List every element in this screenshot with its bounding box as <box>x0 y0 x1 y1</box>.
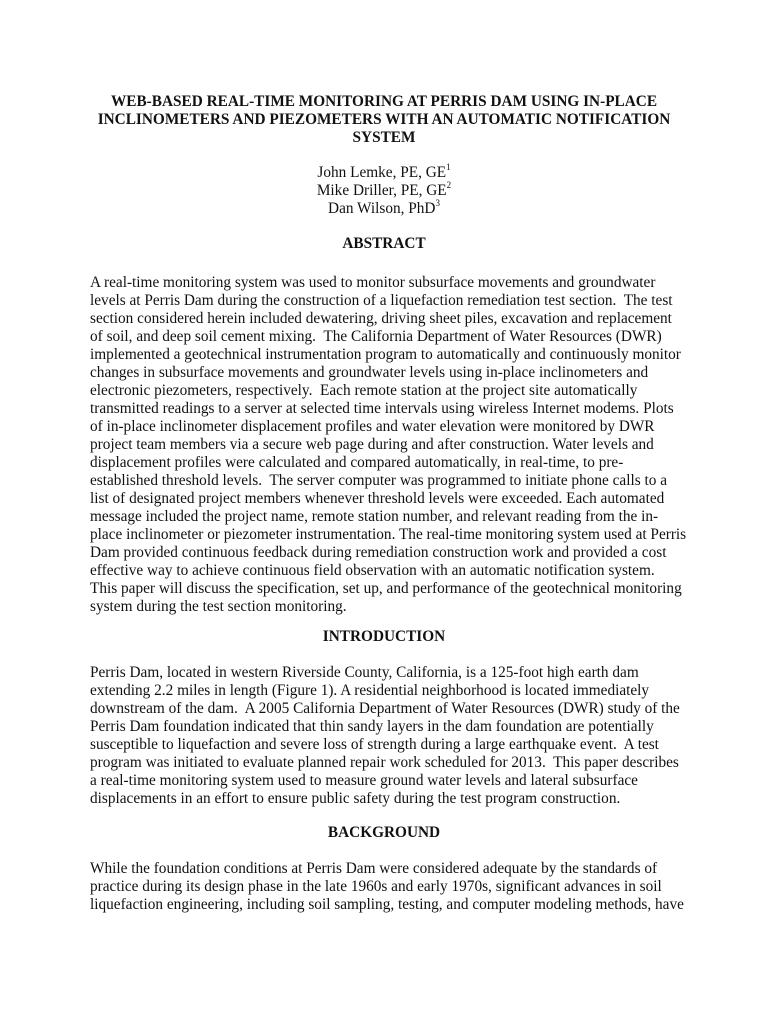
text-line: levels at Perris Dam during the construction of a liquefaction remediation test section. The test <box>90 292 673 309</box>
author-name: Dan Wilson, PhD <box>328 200 436 217</box>
text-line: changes in subsurface movements and groundwater levels using in-place inclinometers and <box>90 364 649 381</box>
section-heading-abstract: ABSTRACT <box>342 235 426 252</box>
text-line: susceptible to liquefaction and severe loss of strength during a large earthquake event. A test <box>90 736 659 753</box>
title-line: SYSTEM <box>352 129 416 146</box>
affiliation-mark: 1 <box>446 161 451 172</box>
author-name: John Lemke, PE, GE <box>317 164 447 181</box>
text-line: downstream of the dam. A 2005 California Department of Water Resources (DWR) study of the <box>90 700 680 717</box>
text-line: While the foundation conditions at Perris Dam were considered adequate by the standards of <box>90 860 658 877</box>
background-paragraph <box>90 860 690 914</box>
text-line: program was initiated to evaluate planned repair work scheduled for 2013. This paper describes <box>90 754 679 771</box>
text-line: displacements in an effort to ensure public safety during the test program construction. <box>90 790 621 807</box>
text-line: message included the project name, remote station number, and relevant reading from the in- <box>90 508 659 525</box>
title-line: WEB-BASED REAL-TIME MONITORING AT PERRIS DAM USING IN-PLACE <box>110 93 658 110</box>
text-line: A real-time monitoring system was used to monitor subsurface movements and groundwater <box>90 274 656 291</box>
author-entry <box>90 161 678 182</box>
text-line: established threshold levels. The server computer was programmed to initiate phone calls to a <box>90 472 668 489</box>
text-line: electronic piezometers, respectively. Each remote station at the project site automatically <box>90 382 638 399</box>
text-line: extending 2.2 miles in length (Figure 1). A residential neighborhood is located immediately <box>90 682 650 699</box>
text-line: project team members via a secure web page during and after construction. Water levels and <box>90 436 654 453</box>
section-heading-introduction: INTRODUCTION <box>322 628 446 645</box>
introduction-paragraph <box>90 664 690 808</box>
text-line: Perris Dam, located in western Riverside County, California, is a 125-foot high earth dam <box>90 664 639 681</box>
abstract-paragraph <box>90 274 690 616</box>
text-line: of in-place inclinometer displacement profiles and water elevation were monitored by DWR <box>90 418 655 435</box>
text-line: transmitted readings to a server at selected time intervals using wireless Internet modems. Plots <box>90 400 674 417</box>
affiliation-mark: 3 <box>435 197 440 208</box>
author-entry <box>90 179 678 200</box>
text-line: section considered herein included dewatering, driving sheet piles, excavation and replacement <box>90 310 672 327</box>
paper-title <box>90 93 678 147</box>
text-line: system during the test section monitoring. <box>90 598 347 615</box>
section-heading-background: BACKGROUND <box>327 824 441 841</box>
affiliation-mark: 2 <box>446 179 452 190</box>
text-line: effective way to achieve continuous field observation with an automatic notification system. <box>90 562 655 579</box>
text-line: a real-time monitoring system used to measure ground water levels and lateral subsurface <box>90 772 638 789</box>
text-line: Perris Dam foundation indicated that thin sandy layers in the dam foundation are potentially <box>90 718 654 735</box>
author-list <box>90 161 678 218</box>
text-line: list of designated project members whenever threshold levels were exceeded. Each automated <box>90 490 665 507</box>
text-line: of soil, and deep soil cement mixing. The California Department of Water Resources (DWR) <box>90 328 662 345</box>
text-line: implemented a geotechnical instrumentation program to automatically and continuously monitor <box>90 346 681 363</box>
author-entry <box>90 197 678 218</box>
author-name: Mike Driller, PE, GE <box>316 182 447 199</box>
text-line: liquefaction engineering, including soil sampling, testing, and computer modeling methods, have <box>90 896 684 913</box>
text-line: Dam provided continuous feedback during remediation construction work and provided a cost <box>90 544 667 561</box>
title-line: INCLINOMETERS AND PIEZOMETERS WITH AN AUTOMATIC NOTIFICATION <box>97 111 671 128</box>
text-line: practice during its design phase in the late 1960s and early 1970s, significant advances in soil <box>90 878 662 895</box>
text-line: This paper will discuss the specification, set up, and performance of the geotechnical monitoring <box>90 580 682 597</box>
text-line: displacement profiles were calculated and compared automatically, in real-time, to pre- <box>90 454 624 471</box>
text-line: place inclinometer or piezometer instrumentation. The real-time monitoring system used at Perris <box>90 526 687 543</box>
